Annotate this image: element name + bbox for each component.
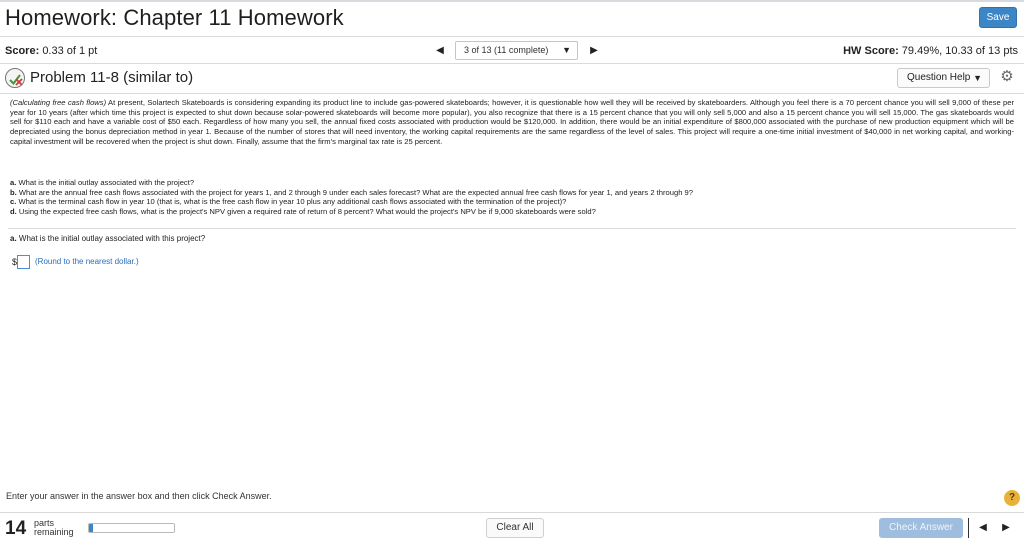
current-part-question — [10, 234, 205, 243]
part-letter: c. — [10, 197, 17, 206]
divider — [8, 228, 1016, 229]
answer-input[interactable] — [17, 255, 30, 269]
enter-answer-hint: Enter your answer in the answer box and then click Check Answer. — [6, 491, 272, 501]
footer-bar — [0, 512, 1024, 539]
left-triangle-icon: ◀ — [979, 522, 987, 533]
part-text: What is the terminal cash flow in year 10 (that is, what is the free cash flow in year 10 plus any additional cash flows associated with the termination of the project)? — [16, 197, 567, 206]
gear-icon[interactable]: ⚙ — [1000, 68, 1014, 85]
part-text: Using the expected free cash flows, what is the project's NPV given a required rate of return of 8 percent? What would the project's NPV be if 9,000 skateboards were sold? — [16, 206, 596, 216]
parts-label-line: parts — [34, 518, 55, 528]
top-border — [0, 0, 1024, 2]
hw-score-label: HW Score: — [843, 45, 899, 57]
score-value: 0.33 of 1 pt — [42, 45, 98, 57]
progress-fill — [89, 524, 93, 532]
right-triangle-icon: ▶ — [1002, 522, 1010, 533]
divider — [0, 93, 1024, 94]
hw-score — [843, 45, 1018, 57]
question-selector[interactable] — [455, 41, 578, 60]
parts-progress-bar — [88, 523, 175, 533]
current-part-letter: a. — [10, 234, 17, 243]
part-item — [10, 178, 1010, 188]
part-letter: b. — [10, 187, 17, 197]
question-help-label: Question Help — [907, 72, 971, 83]
part-item — [10, 197, 1010, 207]
help-icon[interactable]: ? — [1004, 490, 1020, 506]
partial-credit-icon — [5, 68, 25, 88]
part-letter: d. — [10, 206, 17, 216]
parts-remaining-label — [34, 519, 74, 537]
next-part-button[interactable] — [999, 518, 1013, 538]
parts-remaining-count: 14 — [5, 518, 27, 539]
parts-label-line: remaining — [34, 527, 74, 537]
part-item — [10, 188, 1010, 198]
score-label: Score: — [5, 45, 40, 57]
check-answer-button[interactable]: Check Answer — [879, 518, 963, 538]
answer-hint: (Round to the nearest dollar.) — [35, 257, 139, 266]
divider — [968, 518, 969, 538]
part-item — [10, 207, 1010, 217]
part-text: What are the annual free cash flows associated with the project for years 1, and 2 through 9 under each sales forecast? What are the expected annual free cash flows for year 1, and years 2 through 9? — [16, 187, 693, 197]
caret-down-icon: ▼ — [562, 45, 571, 55]
current-part-text: What is the initial outlay associated with this project? — [16, 234, 206, 243]
homework-title: Homework: Chapter 11 Homework — [5, 5, 344, 30]
problem-title: Problem 11-8 (similar to) — [30, 69, 194, 86]
left-triangle-icon: ◀ — [436, 45, 444, 56]
save-button[interactable]: Save — [979, 7, 1017, 28]
previous-part-button[interactable] — [976, 518, 990, 538]
score — [5, 45, 97, 57]
right-triangle-icon: ▶ — [590, 45, 598, 56]
part-text: What is the initial outlay associated with the project? — [16, 178, 195, 187]
clear-all-button[interactable]: Clear All — [486, 518, 544, 538]
caret-down-icon: ▼ — [973, 73, 982, 83]
score-bar — [0, 36, 1024, 64]
problem-body: At present, Solartech Skateboards is considering expanding its product line to include gas-powered skateboards; however, it is questionable how well they will be received by skateboarders. Although you feel there is a 70 percent chance you will sell 9,000 of these per year for 10 years (after which time this project is expected to shut down because solar-powered skateboards will become more popular), you also recognize that there is a 15 percent chance that you will only sell 5,000 and also a 15 percent chance you will sell 15,000. The gas skateboards would sell for $110 each and have a variable cost of $50 each. Regardless of how many you sell, the annual fixed costs associated with production would be $120,000. In addition, there would be an initial expenditure of $800,000 associated with the purchase of new production equipment which will be depreciated using the bonus depreciation method in year 1. Because of the number of stores that will need inventory, the working capital requirements are the same regardless of the level of sales. This project will require a one-time initial investment of $40,000 in net working capital, and working-capital investment will be recovered when the project is shut down. Finally, assume that the firm's marginal tax rate is 25 percent. — [10, 98, 1014, 146]
part-letter: a. — [10, 178, 17, 187]
previous-question-button[interactable] — [432, 43, 448, 59]
problem-statement — [10, 98, 1014, 147]
question-selector-label: 3 of 13 (11 complete) — [464, 45, 549, 55]
question-help-button[interactable] — [897, 68, 990, 88]
answer-prefix: $ — [12, 257, 18, 267]
hw-score-value: 79.49%, 10.33 of 13 pts — [901, 45, 1018, 57]
parts-list — [10, 178, 1010, 216]
next-question-button[interactable] — [586, 43, 602, 59]
problem-topic: (Calculating free cash flows) — [10, 98, 107, 107]
